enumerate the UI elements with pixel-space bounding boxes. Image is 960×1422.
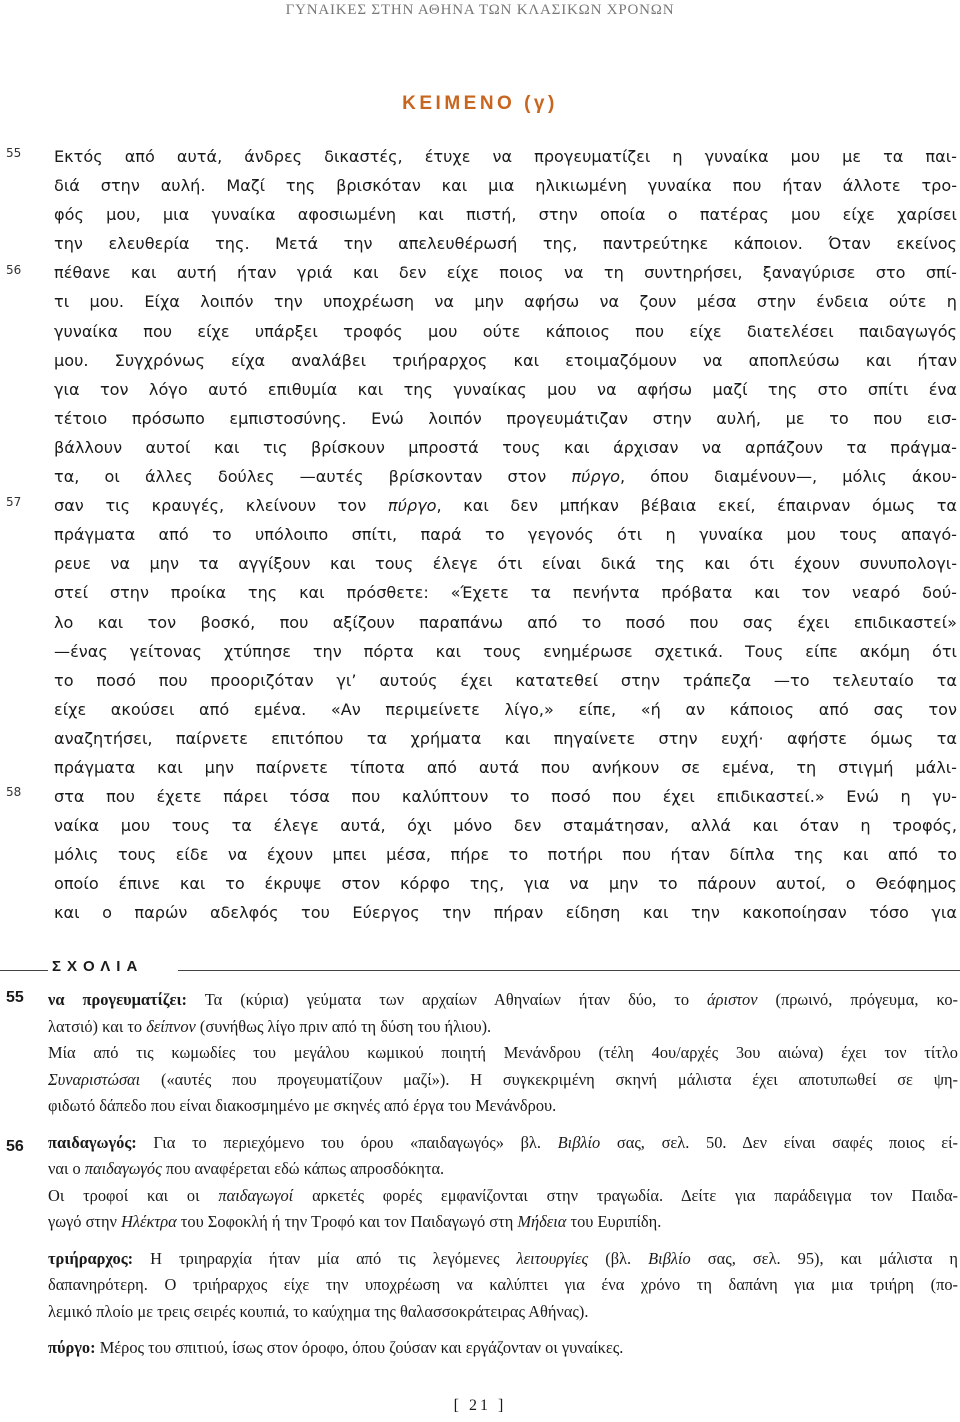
note-term: τριήραρχος: <box>48 1248 134 1268</box>
note-italic: Μήδεια <box>517 1212 567 1231</box>
note-line: δαπανηρότερη. Ο τριήραρχος είχε την υποχρέωση να καλύπτει για ένα χρόνο τη δαπάνη για μια τριήρη (πο- <box>48 1275 958 1294</box>
text-line: μόλις τους είδε να έχουν μπει μέσα, πήρε το ποτήρι που ήταν δίπλα της και από το <box>54 845 957 865</box>
text-line: φός μου, μια γυναίκα αφοσιωμένη και πιστή, στην οποία ο πατέρας μου είχε χαρίσει <box>54 205 957 225</box>
text-line: ρευε να μην τα αγγίξουν και τους έλεγε ότι είναι δικά της και ότι έχουν συνυπολογι- <box>54 554 957 574</box>
text-line: λο και τον βοσκό, που αξίζουν παραπάνω από το ποσό που σας έχει επιδικαστεί» <box>54 612 957 632</box>
text-line: στα που έχετε πάρει τόσα που καλύπτουν το ποσό που έχει επιδικαστεί.» Ενώ η γυ- <box>54 787 957 807</box>
note-text: γωγό στην <box>48 1212 122 1231</box>
note-text: Μέρος του σπιτιού, ίσως στον όροφο, όπου ζούσαν και εργάζονταν οι γυναίκες. <box>95 1338 624 1357</box>
text-line: —ένας γείτονας χτύπησε την πόρτα και τους ενημέρωσε σχετικά. Τους είπε ακόμη ότι <box>54 641 957 661</box>
margin-number: 56 <box>6 263 22 277</box>
text-line: τέτοιο πρόσωπο εμπιστοσύνης. Ενώ λοιπόν προγευμάτιζαν στην αυλή, με το που εισ- <box>54 408 957 428</box>
note-text: σας, σελ. 50. Δεν είναι σαφές ποιος εί- <box>600 1132 958 1152</box>
note-text: του Σοφοκλή ή την Τροφό και τον Παιδαγωγό στη <box>176 1212 518 1231</box>
note-italic: άριστον <box>707 990 758 1009</box>
note-line: φιδωτό δάπεδο που είναι διακοσμημένο με σκηνές από έργα του Μενάνδρου. <box>48 1096 557 1115</box>
section-title: ΚΕΙΜΕΝΟ (γ) <box>402 93 558 114</box>
text-segment: σαν τις κραυγές, κλείνουν τον <box>54 496 367 516</box>
note-number: 56 <box>6 1138 24 1155</box>
text-line: Εκτός από αυτά, άνδρες δικαστές, έτυχε να προγευματίζει η γυναίκα μου με τα παι- <box>54 147 957 166</box>
text-segment: , όπου διαμένουν—, μόλις άκου- <box>619 467 957 487</box>
text-line: γυναίκα που είχε υπάρξει τροφός μου ούτε κάποιος που είχε διατελέσει παιδαγωγός <box>54 321 957 341</box>
note-text: (συνήθως λίγο πριν από τη δύση του ήλιου). <box>195 1016 492 1036</box>
text-line: πράγματα από το υπόλοιπο σπίτι, παρά το γεγονός ότι η γυναίκα μου τους απαγό- <box>54 525 957 545</box>
note-line: λεμικό πλοίο με τρεις σειρές κουπιά, το καύχημα της θαλασσοκράτειρας Αθήνας). <box>48 1301 589 1321</box>
text-line: το ποσό που προοριζόταν γι’ αυτούς έχει κατατεθεί στην τράπεζα —το τελευταίο τα <box>54 670 957 690</box>
text-line: είχε ακούσει από εμένα. «Αν περιμείνετε λίγο,» είπε, «ή αν κάποιος από σας τον <box>54 699 957 719</box>
text-line: αναζητήσει, παίρνετε επιτόπου τα χρήματα και πηγαίνετε στην ευχή· αφήστε όμως τα <box>54 728 957 748</box>
text-line: και ο παρών αδελφός του Εύεργος την πήραν είδηση και την κακοποίησαν τόσο για <box>54 903 957 923</box>
text-line: οποίο έπινε και το έκρυψε στον κόρφο της, για να μην το πάρουν αυτοί, ο Θεόφημος <box>54 874 957 894</box>
note-text: ναι ο <box>48 1159 85 1178</box>
note-term: να προγευματίζει: <box>48 990 188 1009</box>
scholia-title: ΣΧΟΛΙΑ <box>52 958 144 975</box>
note-text: (πρωινό, πρόγευμα, κο- <box>757 990 958 1009</box>
text-segment: , και δεν μπήκαν βέβαια εκεί, έπαιρναν όμως τα <box>436 496 957 516</box>
text-line: διά στην αυλή. Μαζί της βρισκόταν και μια ηλικιωμένη γυναίκα που ήταν άλλοτε τρο- <box>54 176 957 196</box>
note-text: Η τριηραρχία ήταν μία από τις λεγόμενες <box>133 1248 517 1268</box>
note-text: που αναφέρεται εδώ κάπως απροσδόκητα. <box>161 1159 445 1178</box>
text-line: μου. Συγχρόνως είχα αναλάβει τριήραρχος και ετοιμαζόμουν να αποπλεύσω και ήταν <box>54 350 957 370</box>
note-text: Οι τροφοί και οι <box>48 1185 219 1205</box>
note-text: σας, σελ. 95), και μάλιστα η <box>690 1248 958 1268</box>
note-number: 55 <box>6 989 24 1006</box>
running-header: ΓΥΝΑΙΚΕΣ ΣΤΗΝ ΑΘΗΝΑ ΤΩΝ ΚΛΑΣΙΚΩΝ ΧΡΟΝΩΝ <box>285 2 675 18</box>
note-line <box>48 987 958 1014</box>
note-italic: Βιβλίο <box>648 1248 691 1268</box>
note-italic: λειτουργίες <box>516 1248 589 1268</box>
note-text: (βλ. <box>588 1248 649 1268</box>
note-italic: Συναριστώσαι <box>48 1069 141 1089</box>
note-italic: παιδαγωγοί <box>218 1185 294 1205</box>
margin-number: 58 <box>6 785 22 799</box>
text-line <box>54 491 957 520</box>
note-text: αρκετές φορές εμφανίζονται στην τραγωδία. Δείτε για παράδειγμα τον Παιδα- <box>293 1185 958 1205</box>
text-line: την ελευθερία της. Μετά την απελευθέρωσή της, παντρεύτηκε κάποιον. Όταν εκείνος <box>54 234 957 254</box>
note-line <box>48 1156 958 1183</box>
main-text <box>54 142 957 928</box>
text-line: ναίκα μου τους τα έλεγε αυτά, όχι μόνο δεν σταμάτησαν, αλλά και όταν η τροφός, <box>54 816 957 836</box>
italic-term: πύργο <box>571 467 620 487</box>
text-line: τι μου. Είχα λοιπόν την υποχρέωση να μην αφήσω να ζουν μέσα στην ένδεια ούτε η <box>54 292 957 312</box>
text-line: βάλλουν αυτοί και τις βρίσκουν μπροστά τους και άρχισαν να αρπάζουν τα πράγμα- <box>54 437 957 457</box>
note-text: Για το περιεχόμενο του όρου «παιδαγωγός» βλ. <box>136 1132 558 1152</box>
note-italic: δείπνον <box>146 1016 196 1036</box>
note-italic: Ηλέκτρα <box>121 1212 177 1231</box>
italic-term: πύργο <box>387 496 437 516</box>
text-line <box>54 462 957 491</box>
note-line <box>48 1335 958 1362</box>
page-number: [ 21 ] <box>453 1397 507 1414</box>
text-line: πράγματα και μην παίρνετε τίποτα από αυτά που ανήκουν σε εμένα, τη στιγμή μάλι- <box>54 757 957 777</box>
text-line: πέθανε και αυτή ήταν γριά και δεν είχε ποιος να τη συντηρήσει, ξαναγύρισε στο σπί- <box>54 263 957 283</box>
note-text: («αυτές που προγευματίζουν μαζί»). Η συγκεκριμένη σκηνή μάλιστα έχει αποτυπωθεί σε ψη- <box>140 1069 958 1089</box>
margin-number: 55 <box>6 146 22 160</box>
text-line: στεί στην προίκα της και πρόσθετε: «Έχετε τα πενήντα πρόβατα και τον νεαρό δού- <box>54 583 957 603</box>
note-line: Μία από τις κωμωδίες του μεγάλου κωμικού ποιητή Μενάνδρου (τέλη 4ου/αρχές 3ου αιώνα) έχει τον τίτλο <box>48 1043 958 1062</box>
note-term: πύργο: <box>48 1338 96 1357</box>
divider <box>178 970 960 971</box>
text-line: για τον λόγο αυτό επιθυμία και της γυναίκας μου να αφήσω μαζί της στο σπίτι ένα <box>54 379 957 399</box>
note-text: Τα (κύρια) γεύματα των αρχαίων Αθηναίων ήταν δύο, το <box>187 990 708 1009</box>
note-line <box>48 1130 958 1157</box>
text-segment: τα, οι άλλες δούλες —αυτές βρίσκονταν στον <box>54 467 547 487</box>
note-line <box>48 1246 958 1273</box>
note-text: λατσιό) και το <box>48 1016 147 1036</box>
note-line <box>48 1209 958 1236</box>
note-line <box>48 1183 958 1210</box>
note-line <box>48 1014 958 1041</box>
note-text: του Ευριπίδη. <box>566 1212 662 1231</box>
divider <box>0 970 48 971</box>
margin-number: 57 <box>6 495 22 509</box>
scholia-notes <box>48 987 958 1362</box>
note-line <box>48 1067 958 1094</box>
note-term: παιδαγωγός: <box>48 1132 137 1152</box>
note-italic: παιδαγωγός <box>84 1159 162 1178</box>
note-italic: Βιβλίο <box>557 1132 601 1152</box>
